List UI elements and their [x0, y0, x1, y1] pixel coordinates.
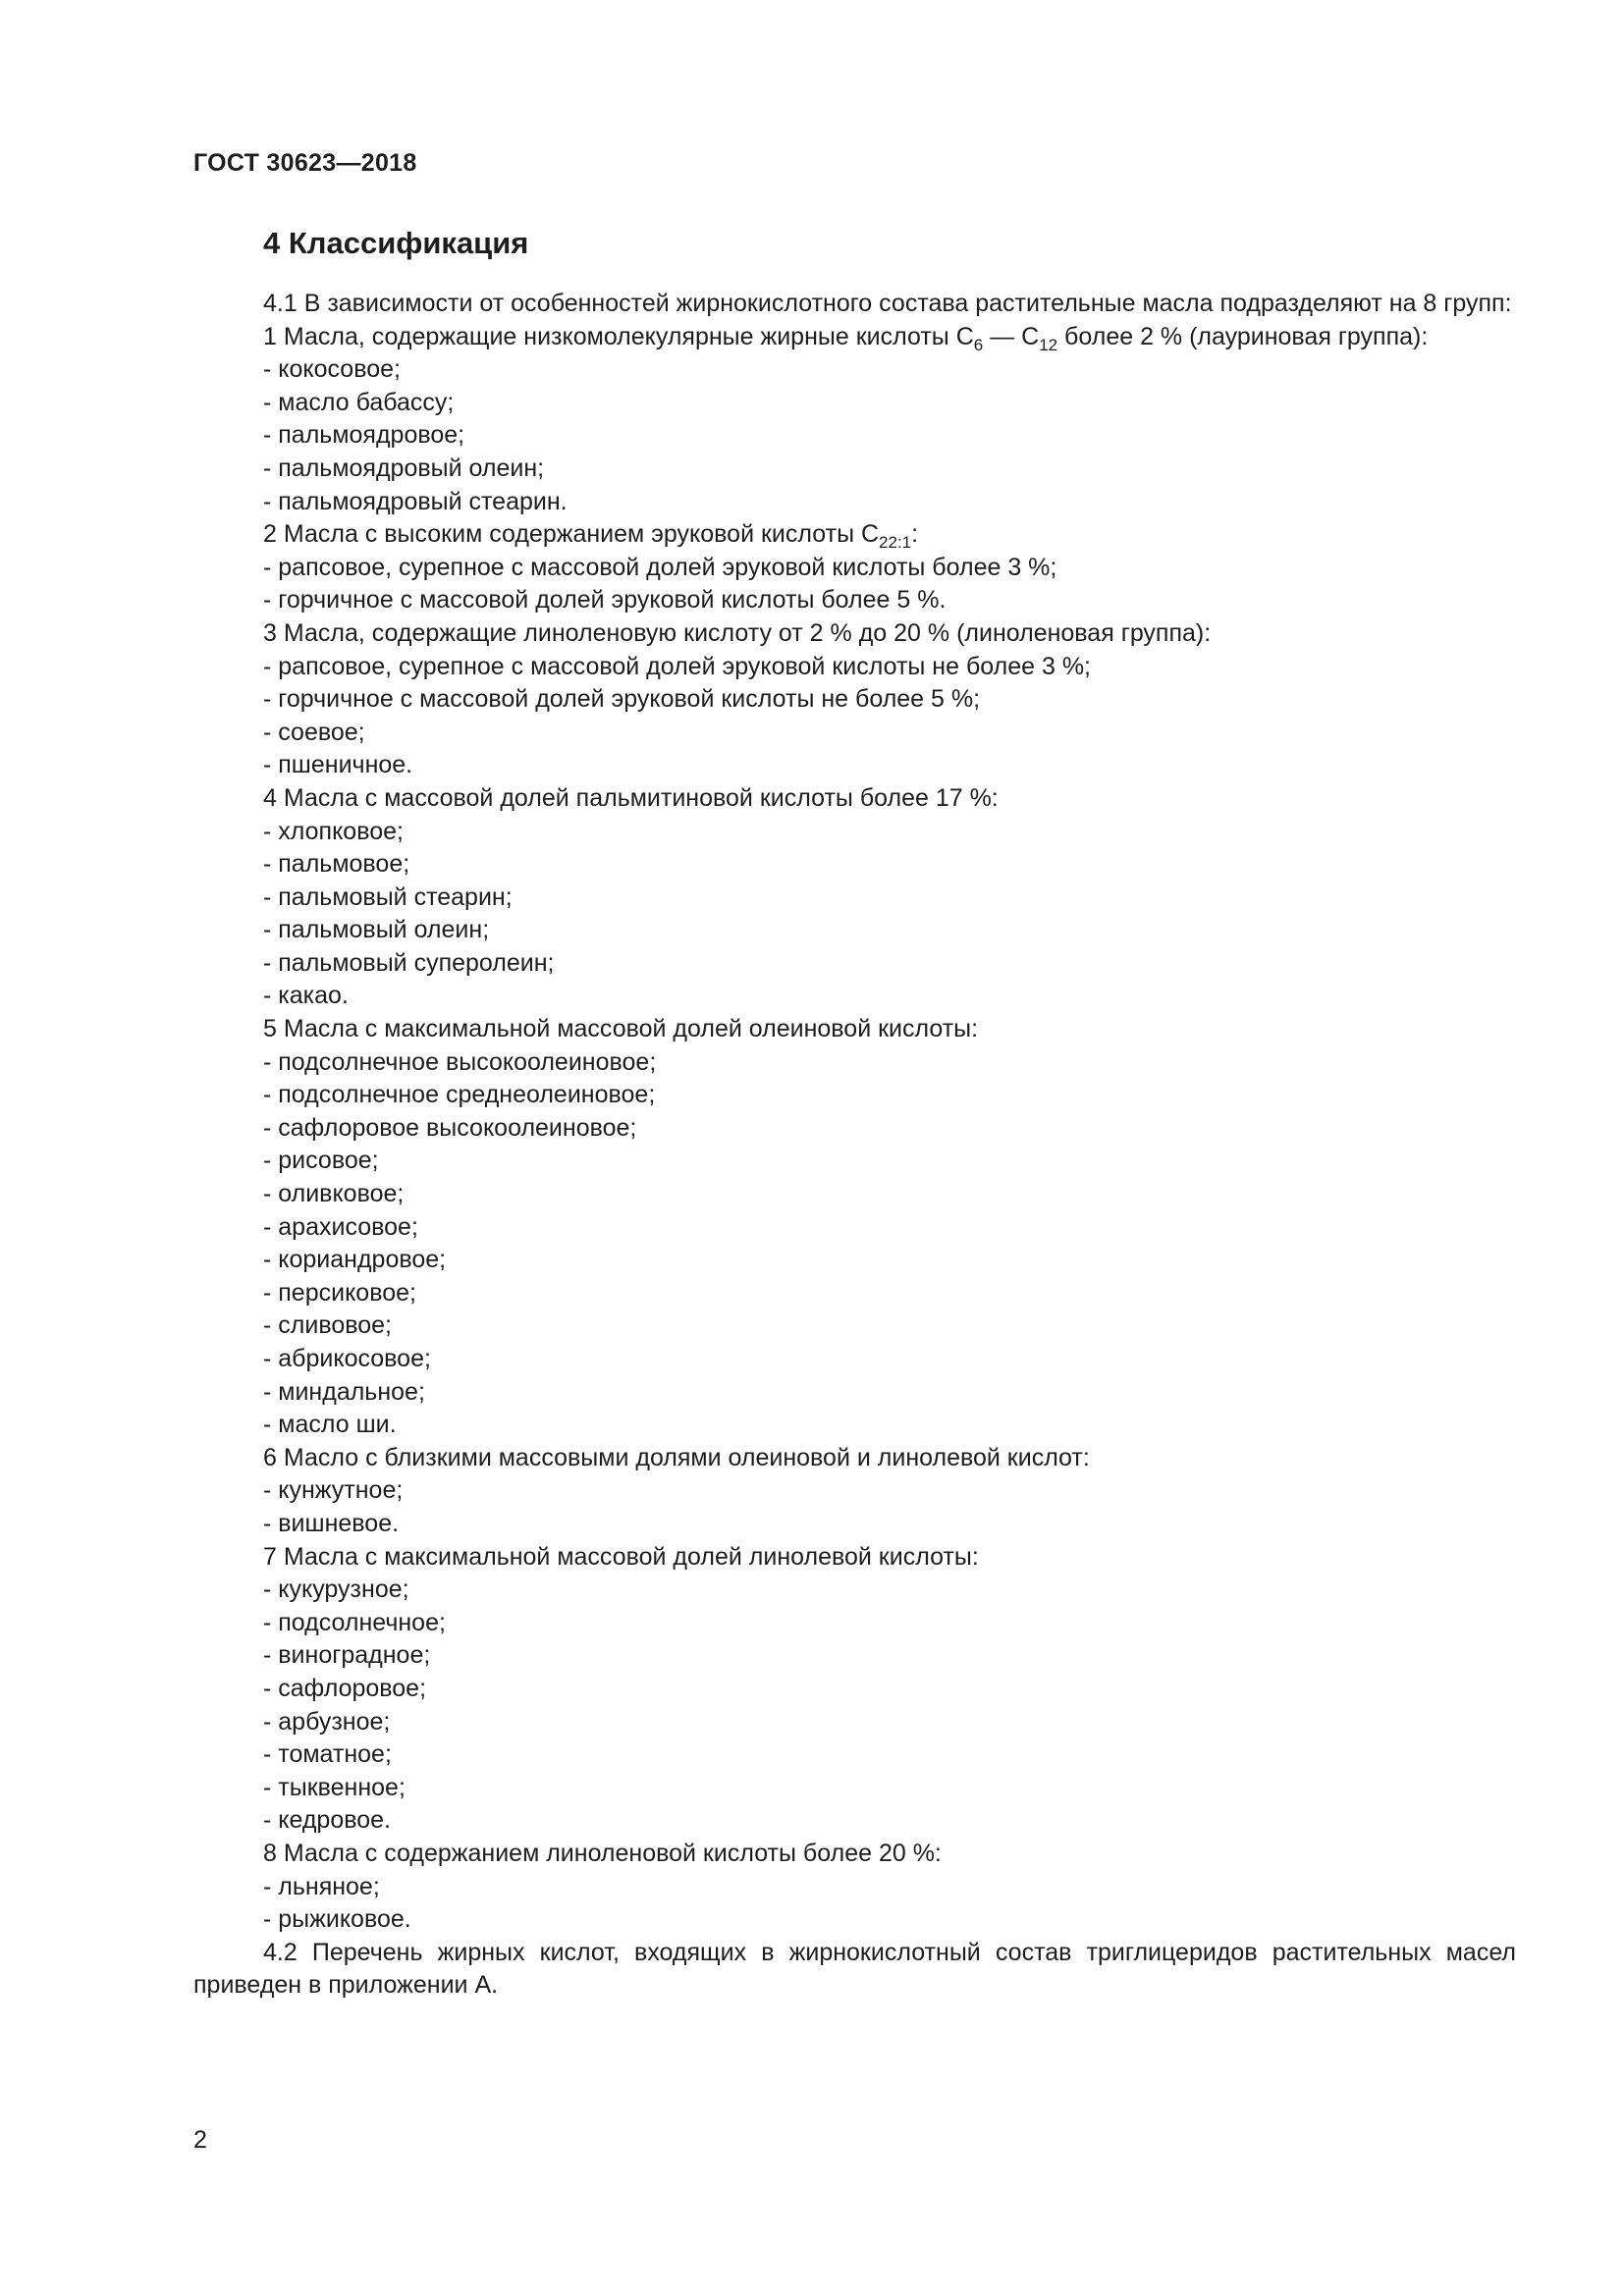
list-item: - хлопковое; [263, 817, 404, 845]
intro-paragraph: 4.1 В зависимости от особенностей жирнокислотного состава растительные масла подразделяют на 8 групп: [263, 290, 1512, 317]
list-item: - горчичное с массовой долей эруковой кислоты более 5 %. [263, 586, 947, 614]
list-item: - горчичное с массовой долей эруковой кислоты не более 5 %; [263, 685, 981, 714]
group-5-list [193, 1046, 1516, 1442]
list-item: - пальмоядровое; [263, 421, 465, 450]
list-item: - кокосовое; [263, 355, 401, 384]
document-header: ГОСТ 30623—2018 [193, 149, 417, 177]
list-item: - пшеничное. [263, 751, 413, 779]
list-item: - абрикосовое; [263, 1345, 431, 1372]
group-heading-8: 8 Масла с содержанием линоленовой кислоты более 20 %: [263, 1839, 942, 1867]
list-item: - рисовое; [263, 1147, 379, 1175]
list-item: - подсолнечное; [263, 1608, 446, 1636]
list-item: - рыжиковое. [263, 1905, 411, 1934]
list-item: - пальмовый олеин; [263, 916, 490, 944]
list-item: - пальмоядровый стеарин. [263, 487, 568, 515]
list-item: - арбузное; [263, 1707, 391, 1735]
list-item: - кунжутное; [263, 1476, 404, 1505]
list-item: - масло ши. [263, 1411, 397, 1439]
list-item: - кукурузное; [263, 1575, 409, 1604]
group-heading-6: 6 Масло с близкими массовыми долями олеиновой и линолевой кислот: [263, 1443, 1090, 1471]
list-item: - виноградное; [263, 1641, 431, 1670]
list-item: - кориандровое; [263, 1246, 447, 1274]
list-item: - льняное; [263, 1872, 380, 1900]
list-item: - вишневое. [263, 1509, 400, 1537]
list-item: - сливовое; [263, 1311, 392, 1340]
list-item: - пальмовый стеарин; [263, 882, 513, 911]
list-item: - подсолнечное среднеолеиновое; [263, 1081, 656, 1109]
list-item: - оливковое; [263, 1180, 405, 1208]
list-item: - масло бабассу; [263, 388, 455, 416]
group-heading-1: 1 Масла, содержащие низкомолекулярные жирные кислоты $C_6$ — $C_{12}$ более 2 % (лауриновая группа): [263, 322, 1429, 354]
list-item: - кедровое. [263, 1806, 391, 1835]
list-item: - сафлоровое высокоолеиновое; [263, 1113, 637, 1142]
group-3-list [193, 651, 1516, 782]
list-item: - пальмовый суперолеин; [263, 948, 555, 977]
list-item: - рапсовое, сурепное с массовой долей эруковой кислоты не более 3 %; [263, 652, 1092, 680]
group-heading-7: 7 Масла с максимальной массовой долей линолевой кислоты: [263, 1542, 979, 1571]
list-item: - арахисовое; [263, 1212, 418, 1241]
group-4-list [193, 816, 1516, 1014]
document-body [193, 288, 1516, 2002]
list-item: - какао. [263, 982, 349, 1010]
group-heading-4: 4 Масла с массовой долей пальмитиновой кислоты более 17 %: [263, 783, 999, 812]
group-2-list [193, 552, 1516, 617]
page-number: 2 [193, 2126, 207, 2154]
list-item: - пальмоядровый олеин; [263, 454, 545, 482]
group-6-list [193, 1474, 1516, 1540]
list-item: - пальмовое; [263, 850, 410, 879]
list-item: - тыквенное; [263, 1773, 406, 1801]
group-heading-3: 3 Масла, содержащие линоленовую кислоту от 2 % до 20 % (линоленовая группа): [263, 618, 1212, 647]
closing-paragraph: 4.2 Перечень жирных кислот, входящих в жирнокислотный состав триглицеридов растительных масел приведен в приложении А. [193, 1938, 1516, 2000]
section-title: 4 Классификация [263, 226, 529, 260]
group-1-list [193, 353, 1516, 518]
group-heading-5: 5 Масла с максимальной массовой долей олеиновой кислоты: [263, 1015, 979, 1043]
list-item: - миндальное; [263, 1377, 425, 1406]
group-heading-2: 2 Масла с высоким содержанием эруковой кислоты $C_{22:1}$: [263, 520, 919, 553]
group-8-list [193, 1871, 1516, 1937]
list-item: - рапсовое, сурепное с массовой долей эруковой кислоты более 3 %; [263, 553, 1057, 581]
list-item: - подсолнечное высокоолеиновое; [263, 1047, 657, 1076]
list-item: - соевое; [263, 718, 365, 746]
list-item: - томатное; [263, 1740, 392, 1769]
list-item: - персиковое; [263, 1278, 416, 1307]
group-7-list [193, 1574, 1516, 1838]
list-item: - сафлоровое; [263, 1674, 427, 1702]
